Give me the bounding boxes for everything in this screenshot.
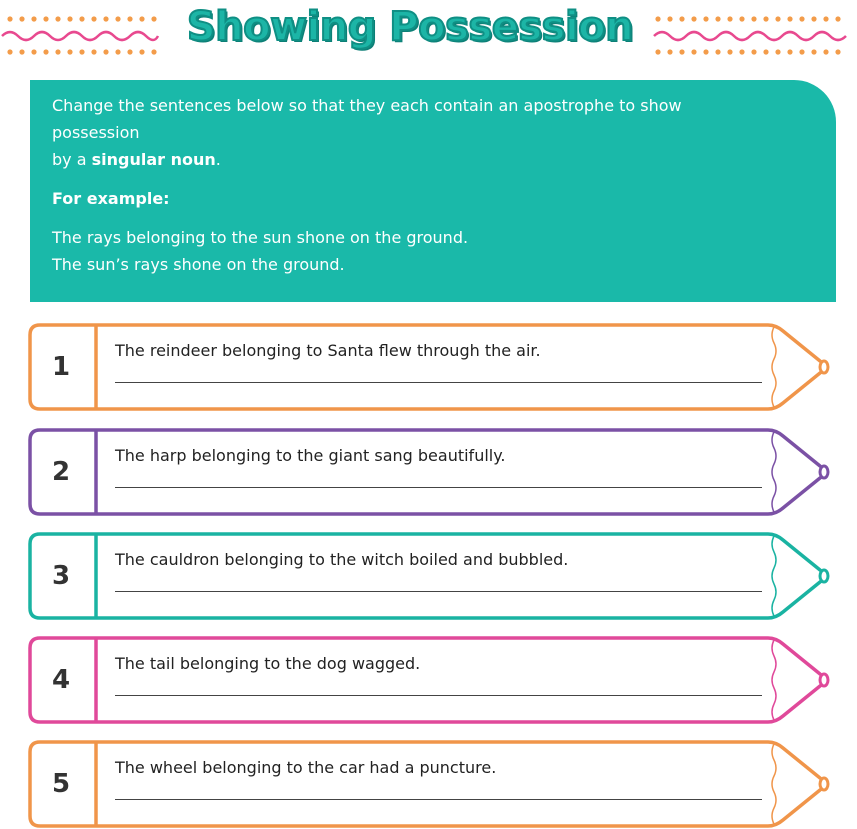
question-row-3 [28, 532, 840, 620]
pencil-tip [820, 674, 828, 686]
question-number: 5 [51, 769, 71, 799]
pencil-outline [30, 638, 824, 722]
question-number: 2 [51, 457, 71, 487]
instruction-bold-term: singular noun [91, 150, 216, 169]
answer-line[interactable] [115, 799, 762, 800]
pencil-tip [820, 778, 828, 790]
example-original: The rays belonging to the sun shone on the ground. [52, 228, 469, 247]
dot-row-bottom-left [7, 49, 156, 54]
instruction-line-2: possession [52, 123, 140, 142]
dot-row-bottom-right [655, 49, 840, 54]
question-sentence: The harp belonging to the giant sang beautifully. [115, 446, 506, 465]
question-row-1 [28, 323, 840, 411]
page-title: Showing Possession [186, 4, 634, 50]
pencil-tip [820, 361, 828, 373]
question-sentence: The wheel belonging to the car had a puncture. [115, 758, 497, 777]
dot-row-top-left [7, 16, 156, 21]
wave-right [654, 32, 846, 40]
pencil-shape [28, 323, 840, 411]
pencil-outline [30, 534, 824, 618]
pencil-shape [28, 532, 840, 620]
pencil-shape [28, 636, 840, 724]
pencil-outline [30, 430, 824, 514]
question-row-2 [28, 428, 840, 516]
question-number: 4 [51, 665, 71, 695]
question-number: 1 [51, 352, 71, 382]
right-decoration [652, 10, 852, 60]
question-sentence: The reindeer belonging to Santa flew through the air. [115, 341, 541, 360]
instruction-prefix: by a [52, 150, 92, 169]
dot-row-top-right [655, 16, 840, 21]
pencil-shape [28, 740, 840, 828]
left-decoration [0, 10, 160, 60]
answer-line[interactable] [115, 382, 762, 383]
example-heading [52, 185, 814, 212]
question-sentence: The tail belonging to the dog wagged. [115, 654, 421, 673]
header [0, 0, 857, 70]
answer-line[interactable] [115, 591, 762, 592]
instruction-box [30, 80, 836, 302]
pencil-outline [30, 742, 824, 826]
instruction-suffix: . [215, 150, 221, 169]
question-row-5 [28, 740, 840, 828]
instruction-line-1: Change the sentences below so that they each contain an apostrophe to show [52, 96, 682, 115]
question-row-4 [28, 636, 840, 724]
wave-left [2, 32, 158, 40]
example-answer: The sun’s rays shone on the ground. [52, 255, 345, 274]
answer-line[interactable] [115, 695, 762, 696]
instruction-line-3 [52, 146, 814, 173]
pencil-tip [820, 570, 828, 582]
pencil-tip [820, 466, 828, 478]
answer-line[interactable] [115, 487, 762, 488]
pencil-outline [30, 325, 824, 409]
question-number: 3 [51, 561, 71, 591]
example-heading-text: For example: [52, 189, 170, 208]
question-sentence: The cauldron belonging to the witch boiled and bubbled. [115, 550, 569, 569]
pencil-shape [28, 428, 840, 516]
